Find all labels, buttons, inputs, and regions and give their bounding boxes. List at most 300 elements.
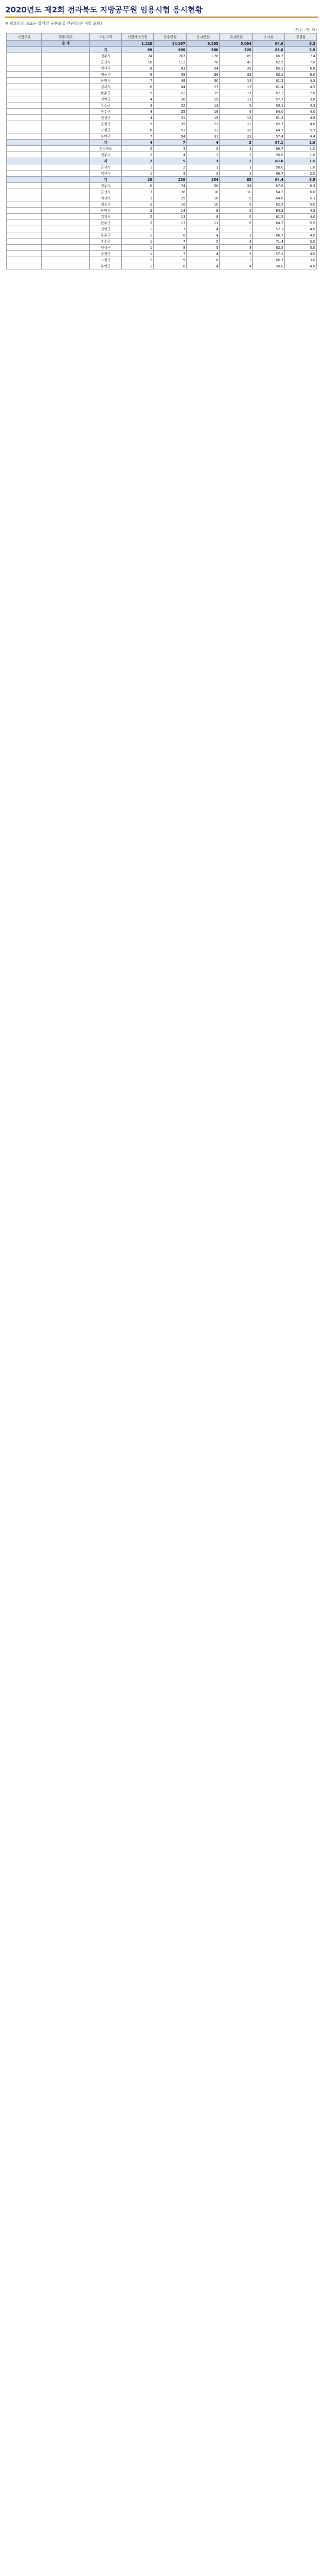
exam-type-cell xyxy=(7,245,42,251)
job-series-cell xyxy=(42,152,90,158)
value-cell: 36 xyxy=(187,72,220,78)
value-cell: 52 xyxy=(154,90,187,96)
table-row xyxy=(7,146,317,152)
value-cell: 267 xyxy=(154,53,187,59)
exam-type-cell xyxy=(7,121,42,127)
table-row xyxy=(7,140,317,146)
region-cell: 임실군 xyxy=(90,115,122,121)
region-cell: 군산시 xyxy=(90,189,122,195)
table-header-row xyxy=(7,33,317,41)
value-cell: 33 xyxy=(187,127,220,133)
value-cell: 1 xyxy=(122,251,154,257)
value-cell: 329 xyxy=(220,47,253,53)
region-cell: 전주시 xyxy=(90,53,122,59)
value-cell: 5 xyxy=(154,158,187,164)
value-cell: 3 xyxy=(154,146,187,152)
table-row xyxy=(7,171,317,177)
column-header: 접수인원 xyxy=(154,33,187,41)
exam-type-cell xyxy=(7,226,42,232)
value-cell: 2 xyxy=(122,220,154,226)
job-series-cell xyxy=(42,251,90,257)
column-header: 경쟁률 xyxy=(285,33,317,41)
value-cell: 63.8 xyxy=(253,47,285,53)
column-header: 응시율 xyxy=(253,33,285,41)
value-cell: 909 xyxy=(154,47,187,53)
value-cell: 62.5 xyxy=(253,59,285,65)
exam-type-cell xyxy=(7,208,42,214)
job-series-cell xyxy=(42,164,90,171)
value-cell: 7.0 xyxy=(285,90,317,96)
value-cell: 67.3 xyxy=(253,90,285,96)
value-cell: 3 xyxy=(220,257,253,263)
value-cell: 66.7 xyxy=(253,146,285,152)
value-cell: 54 xyxy=(154,133,187,140)
value-cell: 8.2 xyxy=(285,41,317,47)
table-row xyxy=(7,47,317,53)
value-cell: 2 xyxy=(220,232,253,239)
value-cell: 16 xyxy=(154,201,187,208)
value-cell: 60.0 xyxy=(253,158,285,164)
job-series-cell xyxy=(42,214,90,220)
exam-type-cell xyxy=(7,220,42,226)
table-row xyxy=(7,164,317,171)
table-row xyxy=(7,152,317,158)
job-series-cell xyxy=(42,96,90,103)
value-cell: 1 xyxy=(220,171,253,177)
value-cell: 66.7 xyxy=(253,257,285,263)
value-cell: 5.5 xyxy=(285,177,317,183)
value-cell: 51 xyxy=(154,127,187,133)
value-cell: 239 xyxy=(154,177,187,183)
value-cell: 8 xyxy=(122,65,154,72)
value-cell: 14,397 xyxy=(154,41,187,47)
value-cell: 4.0 xyxy=(285,214,317,220)
value-cell: 64.0 xyxy=(253,109,285,115)
value-cell: 6 xyxy=(220,220,253,226)
value-cell: 35 xyxy=(154,121,187,127)
value-cell: 6 xyxy=(154,232,187,239)
value-cell: 49 xyxy=(154,78,187,84)
value-cell: 4.6 xyxy=(285,121,317,127)
value-cell: 13 xyxy=(154,214,187,220)
region-cell: 남원시 xyxy=(90,208,122,214)
value-cell: 64.7 xyxy=(253,220,285,226)
table-row xyxy=(7,195,317,201)
value-cell: 3 xyxy=(122,189,154,195)
value-cell: 28 xyxy=(122,177,154,183)
region-cell: 정읍시 xyxy=(90,72,122,78)
value-cell: 1 xyxy=(122,164,154,171)
table-row xyxy=(7,72,317,78)
region-cell: 김제시 xyxy=(90,84,122,90)
table-row xyxy=(7,78,317,84)
value-cell: 7 xyxy=(154,226,187,232)
value-cell: 4.3 xyxy=(285,103,317,109)
column-header: 응시인원 xyxy=(187,33,220,41)
job-series-cell xyxy=(42,226,90,232)
value-cell: 4.8 xyxy=(285,115,317,121)
value-cell: 23 xyxy=(220,133,253,140)
table-row xyxy=(7,183,317,189)
value-cell: 19 xyxy=(220,78,253,84)
value-cell: 1.0 xyxy=(285,164,317,171)
value-cell: 17 xyxy=(154,220,187,226)
value-cell: 57.1 xyxy=(253,251,285,257)
value-cell: 7.4 xyxy=(285,53,317,59)
region-cell: 장수군 xyxy=(90,239,122,245)
table-row xyxy=(7,121,317,127)
value-cell: 580 xyxy=(187,47,220,53)
value-cell: 12 xyxy=(220,115,253,121)
value-cell: 50 xyxy=(187,183,220,189)
status-table-section xyxy=(6,33,317,269)
value-cell: 8.3 xyxy=(285,183,317,189)
value-cell: 25 xyxy=(154,195,187,201)
value-cell: 2 xyxy=(187,152,220,158)
value-cell: 10 xyxy=(122,59,154,65)
exam-type-cell xyxy=(7,47,42,53)
value-cell: 12 xyxy=(220,121,253,127)
exam-type-cell xyxy=(7,59,42,65)
value-cell: 74 xyxy=(154,183,187,189)
exam-type-cell xyxy=(7,251,42,257)
value-cell: 1 xyxy=(122,239,154,245)
exam-type-cell xyxy=(7,103,42,109)
value-cell: 6 xyxy=(122,127,154,133)
value-cell: 50.0 xyxy=(253,152,285,158)
value-cell: 2 xyxy=(220,152,253,158)
job-series-cell xyxy=(42,208,90,214)
table-row xyxy=(7,158,317,164)
value-cell: 4.0 xyxy=(285,251,317,257)
value-cell: 4.0 xyxy=(285,263,317,269)
value-cell: 1 xyxy=(187,164,220,171)
value-cell: 42 xyxy=(220,59,253,65)
value-cell: 10 xyxy=(187,201,220,208)
region-cell: 남원시 xyxy=(90,78,122,84)
value-cell: 5.9 xyxy=(285,47,317,53)
table-row xyxy=(7,103,317,109)
value-cell: 4 xyxy=(187,226,220,232)
table-row xyxy=(7,214,317,220)
job-series-cell xyxy=(42,115,90,121)
value-cell: 57.1 xyxy=(253,140,285,146)
job-series-cell xyxy=(42,84,90,90)
region-cell: 무주군 xyxy=(90,232,122,239)
exam-type-cell xyxy=(7,263,42,269)
value-cell: 59.1 xyxy=(253,103,285,109)
value-cell: 4.0 xyxy=(285,226,317,232)
value-cell: 18 xyxy=(220,127,253,133)
value-cell: 10 xyxy=(220,189,253,195)
value-cell: 7.0 xyxy=(285,59,317,65)
value-cell: 1.0 xyxy=(285,146,317,152)
region-cell: 순창군 xyxy=(90,251,122,257)
value-cell: 1 xyxy=(122,226,154,232)
value-cell: 31 xyxy=(154,115,187,121)
value-cell: 2 xyxy=(154,164,187,171)
value-cell: 61.3 xyxy=(253,115,285,121)
table-row xyxy=(7,263,317,269)
region-cell: 익산시 xyxy=(90,195,122,201)
value-cell: 4.0 xyxy=(285,232,317,239)
value-cell: 4 xyxy=(187,251,220,257)
table-row xyxy=(7,226,317,232)
value-cell: 2 xyxy=(122,257,154,263)
table-row xyxy=(7,84,317,90)
job-series-cell xyxy=(42,90,90,96)
table-row xyxy=(7,133,317,140)
exam-type-cell xyxy=(7,84,42,90)
value-cell: 3.8 xyxy=(285,96,317,103)
value-cell: 5 xyxy=(122,90,154,96)
table-row xyxy=(7,257,317,263)
value-cell: 54 xyxy=(187,65,220,72)
exam-type-cell xyxy=(7,146,42,152)
value-cell: 9 xyxy=(220,109,253,115)
value-cell: 35 xyxy=(187,90,220,96)
value-cell: 5 xyxy=(187,239,220,245)
value-cell: 50.0 xyxy=(253,263,285,269)
exam-type-cell xyxy=(7,164,42,171)
value-cell: 30 xyxy=(187,78,220,84)
table-row xyxy=(7,177,317,183)
job-series-cell xyxy=(42,239,90,245)
table-row xyxy=(7,239,317,245)
value-cell: 5 xyxy=(220,214,253,220)
region-cell: 계 xyxy=(90,47,122,53)
value-cell: 64.3 xyxy=(253,208,285,214)
value-cell: 11 xyxy=(220,96,253,103)
job-series-cell xyxy=(42,59,90,65)
region-cell: 진안군 xyxy=(90,226,122,232)
value-cell: 1 xyxy=(122,171,154,177)
value-cell: 14 xyxy=(154,208,187,214)
value-cell: 57.4 xyxy=(253,133,285,140)
value-cell: 8 xyxy=(154,263,187,269)
column-header: 선발예정인원 xyxy=(122,33,154,41)
value-cell: 4 xyxy=(122,109,154,115)
region-cell: 계 xyxy=(90,177,122,183)
exam-type-cell xyxy=(7,195,42,201)
value-cell: 5.3 xyxy=(285,195,317,201)
value-cell: 62.1 xyxy=(253,72,285,78)
value-cell: 4 xyxy=(187,232,220,239)
value-cell: 24 xyxy=(122,53,154,59)
table-row xyxy=(7,41,317,47)
job-series-cell xyxy=(42,53,90,59)
value-cell: 2 xyxy=(122,208,154,214)
region-cell: 김제시 xyxy=(90,214,122,220)
value-cell: 6 xyxy=(122,72,154,78)
value-cell: 4.3 xyxy=(285,78,317,84)
job-series-cell xyxy=(42,133,90,140)
job-series-cell xyxy=(42,109,90,115)
value-cell: 1 xyxy=(122,232,154,239)
job-series-cell xyxy=(42,263,90,269)
exam-type-cell xyxy=(7,96,42,103)
value-cell: 5.0 xyxy=(285,239,317,245)
job-series-cell xyxy=(42,183,90,189)
table-row xyxy=(7,232,317,239)
value-cell: 70 xyxy=(187,59,220,65)
value-cell: 1.0 xyxy=(285,152,317,158)
exam-type-cell xyxy=(7,177,42,183)
value-cell: 6 xyxy=(122,183,154,189)
value-cell: 9,303 xyxy=(187,41,220,47)
value-cell: 22 xyxy=(220,72,253,78)
exam-type-cell xyxy=(7,41,42,47)
region-cell: 정읍시 xyxy=(90,201,122,208)
exam-type-cell xyxy=(7,72,42,78)
column-header: 모집지역 xyxy=(90,33,122,41)
value-cell: 1.5 xyxy=(285,158,317,164)
page-title-area xyxy=(0,4,323,15)
value-cell: 23 xyxy=(187,121,220,127)
job-series-cell xyxy=(42,201,90,208)
value-cell: 57.7 xyxy=(253,96,285,103)
region-cell: 부안군 xyxy=(90,133,122,140)
value-cell: 4 xyxy=(122,115,154,121)
value-cell: 31 xyxy=(187,133,220,140)
value-cell: 3.0 xyxy=(285,257,317,263)
value-cell: 6.8 xyxy=(285,65,317,72)
value-cell: 8 xyxy=(187,214,220,220)
job-series-cell xyxy=(42,232,90,239)
value-cell: 4 xyxy=(220,263,253,269)
value-cell: 13 xyxy=(187,103,220,109)
value-cell: 57.1 xyxy=(253,226,285,232)
value-cell: 9 xyxy=(220,195,253,201)
exam-type-cell xyxy=(7,232,42,239)
column-header: 시험구분 xyxy=(7,33,42,41)
exam-type-cell xyxy=(7,133,42,140)
exam-type-cell xyxy=(7,239,42,245)
table-row xyxy=(7,189,317,195)
value-cell: 3 xyxy=(220,140,253,146)
region-cell: 고창군 xyxy=(90,257,122,263)
value-cell: 66.7 xyxy=(253,232,285,239)
region-cell: 부안군 xyxy=(90,263,122,269)
value-cell: 4 xyxy=(187,263,220,269)
value-cell: 3 xyxy=(220,226,253,232)
value-cell: 28 xyxy=(154,189,187,195)
region-cell: 무주군 xyxy=(90,103,122,109)
value-cell: 2 xyxy=(122,201,154,208)
value-cell: 22 xyxy=(154,103,187,109)
region-cell: 익산시 xyxy=(90,65,122,72)
region-cell: 군산시 xyxy=(90,59,122,65)
exam-type-cell xyxy=(7,78,42,84)
exam-type-cell xyxy=(7,53,42,59)
status-table xyxy=(6,33,317,269)
job-series-cell xyxy=(42,220,90,226)
value-cell: 27 xyxy=(187,84,220,90)
value-cell: 25 xyxy=(154,109,187,115)
table-row xyxy=(7,90,317,96)
job-series-cell xyxy=(42,171,90,177)
value-cell: 24 xyxy=(220,183,253,189)
value-cell: 83 xyxy=(154,65,187,72)
value-cell: 29 xyxy=(220,65,253,72)
region-cell: 계 xyxy=(90,140,122,146)
value-cell: 85 xyxy=(220,177,253,183)
value-cell: 178 xyxy=(187,53,220,59)
value-cell: 5,094 xyxy=(220,41,253,47)
value-cell: 64.7 xyxy=(253,127,285,133)
exam-type-cell xyxy=(7,140,42,146)
value-cell: 4 xyxy=(122,140,154,146)
table-row xyxy=(7,59,317,65)
table-row xyxy=(7,208,317,214)
job-series-cell: 총 계 xyxy=(42,41,90,47)
value-cell: 5.0 xyxy=(285,245,317,251)
table-row xyxy=(7,127,317,133)
job-series-cell xyxy=(42,177,90,183)
value-cell: 9 xyxy=(154,257,187,263)
value-cell: 7 xyxy=(154,251,187,257)
value-cell: 16 xyxy=(187,195,220,201)
value-cell: 11 xyxy=(187,220,220,226)
exam-type-cell xyxy=(7,158,42,164)
page-title: 2020년도 제2회 전라북도 지방공무원 임용시험 응시현황 xyxy=(5,5,203,14)
region-cell: 전주시 xyxy=(90,152,122,158)
value-cell: 2 xyxy=(220,158,253,164)
value-cell: 6 xyxy=(220,201,253,208)
region-cell: 고창군 xyxy=(90,127,122,133)
region-cell: 임실군 xyxy=(90,245,122,251)
value-cell: 3 xyxy=(154,171,187,177)
exam-type-cell xyxy=(7,127,42,133)
job-series-cell xyxy=(42,121,90,127)
value-cell: 3 xyxy=(220,245,253,251)
value-cell: 4 xyxy=(154,152,187,158)
table-row xyxy=(7,251,317,257)
value-cell: 71.4 xyxy=(253,239,285,245)
value-cell: 17 xyxy=(220,90,253,96)
value-cell: 7 xyxy=(154,140,187,146)
region-cell: 전주시 xyxy=(90,183,122,189)
job-series-cell xyxy=(42,146,90,152)
value-cell: 5.5 xyxy=(285,220,317,226)
value-cell: 5.5 xyxy=(285,127,317,133)
value-cell: 9 xyxy=(187,208,220,214)
value-cell: 9 xyxy=(220,103,253,109)
value-cell: 4 xyxy=(187,140,220,146)
job-series-cell xyxy=(42,195,90,201)
value-cell: 61.4 xyxy=(253,84,285,90)
value-cell: 62.5 xyxy=(253,201,285,208)
value-cell: 2 xyxy=(187,146,220,152)
exam-type-cell xyxy=(7,115,42,121)
value-cell: 7 xyxy=(122,133,154,140)
region-cell: 장수군 xyxy=(90,109,122,115)
value-cell: 4.5 xyxy=(285,208,317,214)
table-row xyxy=(7,53,317,59)
region-cell: 완주군 xyxy=(90,90,122,96)
table-row xyxy=(7,201,317,208)
column-header: 직렬(직류) xyxy=(42,33,90,41)
value-cell: 4.5 xyxy=(285,84,317,90)
job-series-cell xyxy=(42,72,90,78)
value-cell: 3 xyxy=(220,251,253,257)
value-cell: 16 xyxy=(187,109,220,115)
value-cell: 112 xyxy=(154,59,187,65)
exam-type-cell xyxy=(7,152,42,158)
job-series-cell xyxy=(42,245,90,251)
value-cell: 50.0 xyxy=(253,164,285,171)
value-cell: 5.0 xyxy=(285,201,317,208)
